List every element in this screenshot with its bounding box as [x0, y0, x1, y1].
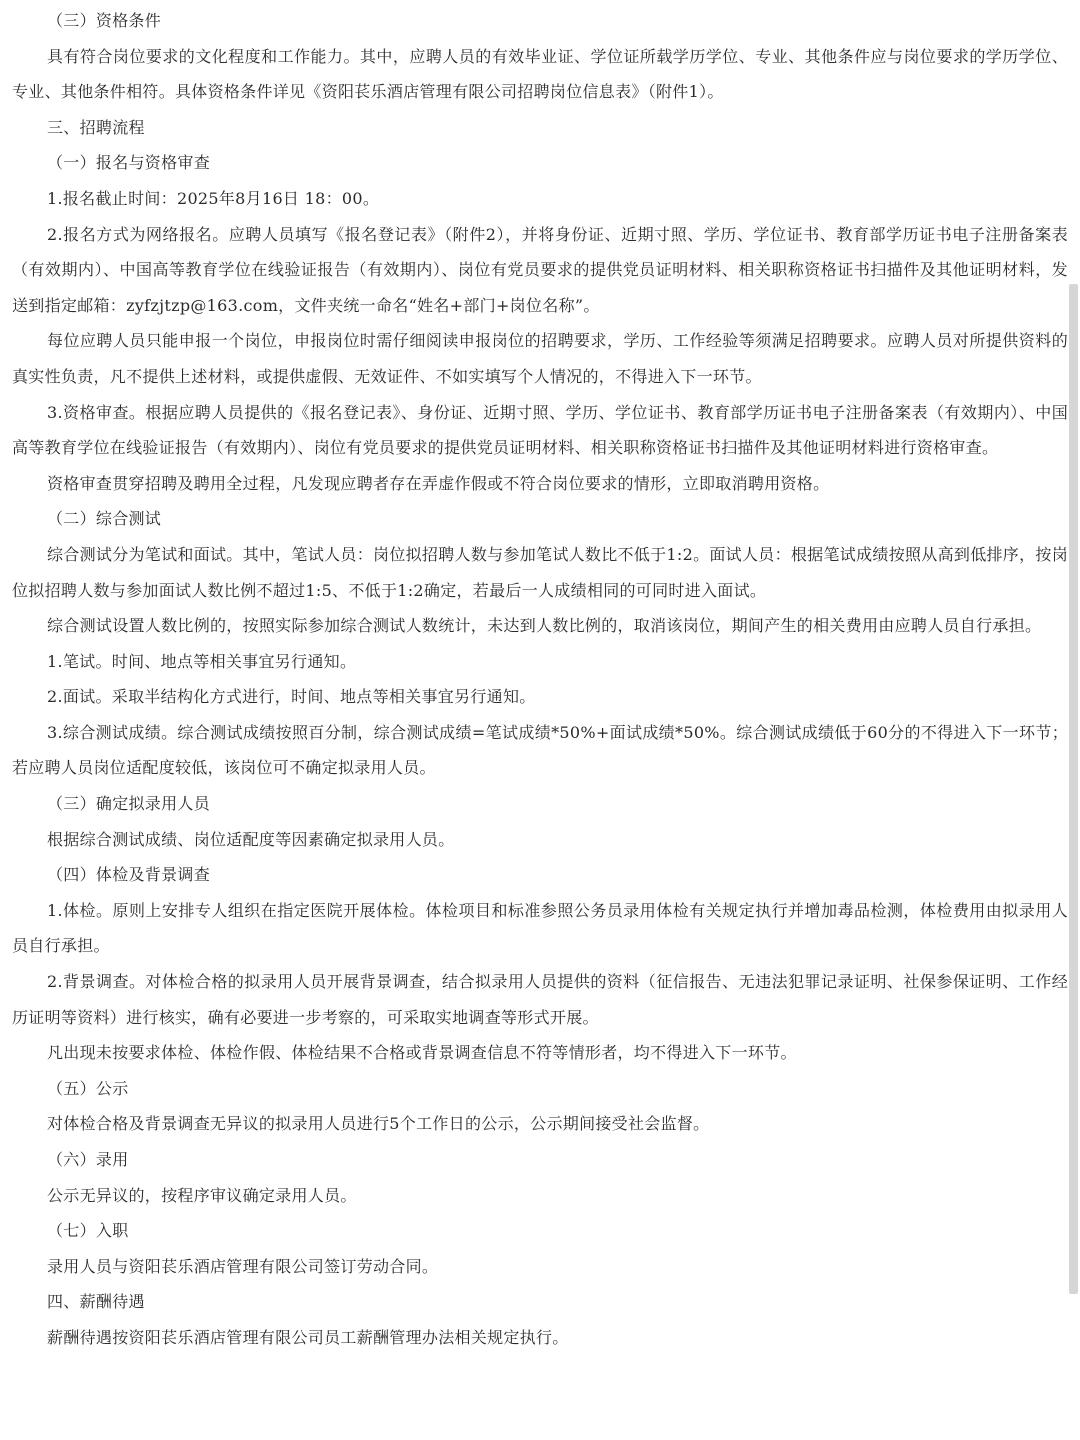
section-heading-salary: 四、薪酬待遇 — [47, 1292, 145, 1312]
paragraph-review-throughout: 资格审查贯穿招聘及聘用全过程，凡发现应聘者存在弄虚作假或不符合岗位要求的情形，立即取消聘用资格。 — [47, 473, 830, 493]
document-body — [12, 3, 1068, 1356]
paragraph-qualification-review: 3.资格审查。根据应聘人员提供的《报名登记表》、身份证、近期寸照、学历、学位证书、教育部学历证书电子注册备案表（有效期内）、中国高等教育学位在线验证报告（有效期内）、岗位有党员要求的提供党员证明材料、相关职称资格证书扫描件及其他证明材料进行资格审查。 — [12, 402, 1068, 458]
paragraph-medical-exam: 1.体检。原则上安排专人组织在指定医院开展体检。体检项目和标准参照公务员录用体检有关规定执行并增加毒品检测，体检费用由拟录用人员自行承担。 — [12, 900, 1068, 956]
paragraph-interview: 2.面试。采取半结构化方式进行，时间、地点等相关事宜另行通知。 — [47, 687, 536, 707]
paragraph-publicity: 对体检合格及背景调查无异议的拟录用人员进行5个工作日的公示，公示期间接受社会监督。 — [47, 1114, 710, 1134]
section-heading-medical-background: （四）体检及背景调查 — [47, 865, 211, 885]
paragraph-salary: 薪酬待遇按资阳苌乐酒店管理有限公司员工薪酬管理办法相关规定执行。 — [47, 1327, 569, 1347]
section-heading-onboarding: （七）入职 — [47, 1221, 129, 1241]
section-heading-comprehensive-test: （二）综合测试 — [47, 509, 162, 529]
paragraph-test-statistics: 综合测试设置人数比例的，按照实际参加综合测试人数统计，未达到人数比例的，取消该岗位，期间产生的相关费用由应聘人员自行承担。 — [47, 616, 1042, 636]
paragraph-candidates: 根据综合测试成绩、岗位适配度等因素确定拟录用人员。 — [47, 829, 455, 849]
section-heading-recruitment-process: 三、招聘流程 — [47, 117, 145, 137]
paragraph-qualifications: 具有符合岗位要求的文化程度和工作能力。其中，应聘人员的有效毕业证、学位证所载学历学位、专业、其他条件应与岗位要求的学历学位、专业、其他条件相符。具体资格条件详见《资阳苌乐酒店管理有限公司招聘岗位信息表》（附件1）。 — [12, 46, 1068, 102]
paragraph-written-test: 1.笔试。时间、地点等相关事宜另行通知。 — [47, 651, 357, 671]
section-heading-candidates: （三）确定拟录用人员 — [47, 794, 211, 814]
paragraph-one-position: 每位应聘人员只能申报一个岗位，申报岗位时需仔细阅读申报岗位的招聘要求，学历、工作经验等须满足招聘要求。应聘人员对所提供资料的真实性负责，凡不提供上述材料，或提供虚假、无效证件、不如实填写个人情况的，不得进入下一环节。 — [12, 331, 1068, 386]
paragraph-test-score: 3.综合测试成绩。综合测试成绩按照百分制，综合测试成绩=笔试成绩*50%+面试成绩*50%。综合测试成绩低于60分的不得进入下一环节；若应聘人员岗位适配度较低，该岗位可不确定拟录用人员。 — [12, 722, 1068, 778]
section-heading-publicity: （五）公示 — [47, 1078, 129, 1098]
paragraph-deadline: 1.报名截止时间：2025年8月16日 18：00。 — [47, 188, 380, 208]
paragraph-employment: 公示无异议的，按程序审议确定录用人员。 — [47, 1185, 357, 1205]
section-heading-employment: （六）录用 — [47, 1150, 129, 1169]
paragraph-onboarding: 录用人员与资阳苌乐酒店管理有限公司签订劳动合同。 — [47, 1256, 439, 1276]
vertical-scrollbar[interactable] — [1069, 284, 1078, 1294]
paragraph-test-ratio: 综合测试分为笔试和面试。其中，笔试人员：岗位拟招聘人数与参加笔试人数比不低于1:2。面试人员：根据笔试成绩按照从高到低排序，按岗位拟招聘人数与参加面试人数比例不超过1:5、不低于1:2确定，若最后一人成绩相同的可同时进入面试。 — [12, 544, 1068, 600]
paragraph-background-check: 2.背景调查。对体检合格的拟录用人员开展背景调查，结合拟录用人员提供的资料（征信报告、无违法犯罪记录证明、社保参保证明、工作经历证明等资料）进行核实，确有必要进一步考察的，可采取实地调查等形式开展。 — [12, 972, 1068, 1027]
paragraph-disqualification: 凡出现未按要求体检、体检作假、体检结果不合格或背景调查信息不符等情形者，均不得进入下一环节。 — [47, 1043, 797, 1063]
paragraph-registration-method: 2.报名方式为网络报名。应聘人员填写《报名登记表》（附件2），并将身份证、近期寸照、学历、学位证书、教育部学历证书电子注册备案表（有效期内）、中国高等教育学位在线验证报告（有效期内）、岗位有党员要求的提供党员证明材料、相关职称资格证书扫描件及其他证明材料，发送到指定邮箱：zyfzjtzp@163.com，文件夹统一命名“姓名+部门+岗位名称”。 — [12, 224, 1068, 315]
section-heading-qualifications: （三）资格条件 — [47, 11, 162, 30]
section-heading-registration: （一）报名与资格审查 — [47, 153, 211, 173]
